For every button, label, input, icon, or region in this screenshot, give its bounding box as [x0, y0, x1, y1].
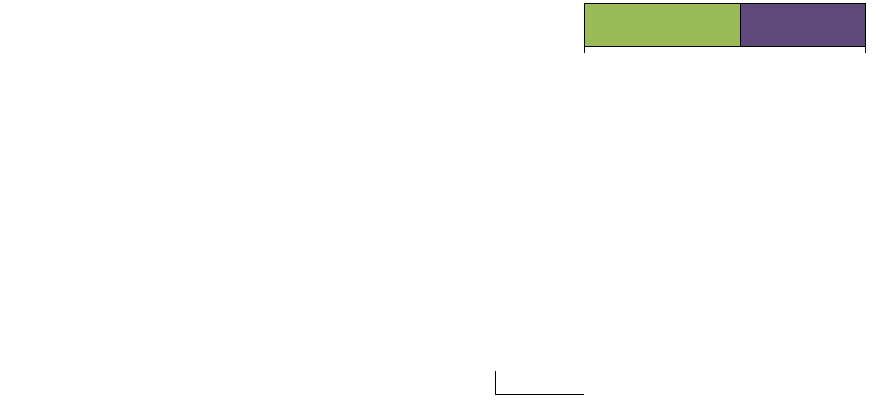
- total-label: [495, 371, 584, 395]
- total-row: [495, 371, 866, 395]
- learners-header: [584, 3, 741, 47]
- header-separator: [584, 47, 866, 53]
- tutors-header: [741, 3, 866, 47]
